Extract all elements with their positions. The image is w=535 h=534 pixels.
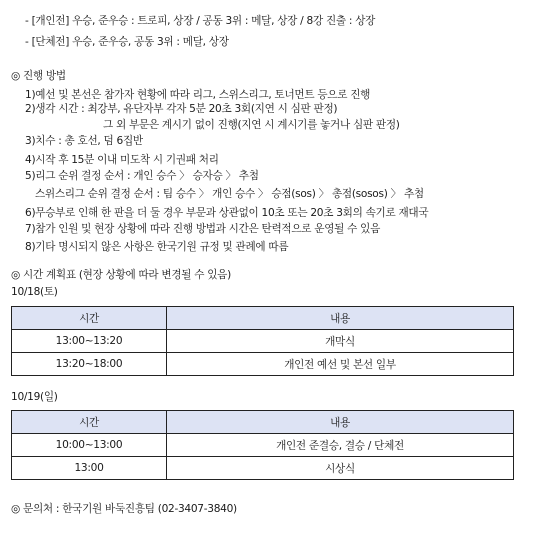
table-header-row	[12, 411, 514, 434]
award-line-team: - [단체전] 우승, 준우승, 공동 3위 : 메달, 상장	[25, 36, 229, 48]
method-item-4: 4)시작 후 15분 이내 미도착 시 기권패 처리	[25, 154, 219, 166]
method-item-5: 5)리그 순위 결정 순서 : 개인 승수 〉 승자승 〉 추첨	[25, 170, 259, 182]
table-row	[12, 330, 514, 353]
method-item-2: 2)생각 시간 : 최강부, 유단자부 각자 5분 20초 3회(지연 시 심판 판정)	[25, 103, 338, 115]
award-line-individual: - [개인전] 우승, 준우승 : 트로피, 상장 / 공동 3위 : 메달, 상장 / 8강 진출 : 상장	[25, 15, 376, 27]
table-cell-content: 개막식	[167, 330, 514, 353]
method-item-3: 3)치수 : 총 호선, 덤 6집반	[25, 135, 143, 147]
table-cell-content: 개인전 예선 및 본선 일부	[167, 353, 514, 376]
table-header-row	[12, 307, 514, 330]
schedule-date-day2: 10/19(일)	[11, 391, 58, 403]
table-cell-time: 13:00	[12, 457, 167, 480]
method-item-7: 7)참가 인원 및 현장 상황에 따라 진행 방법과 시간은 탄력적으로 운영될 수 있음	[25, 223, 381, 235]
table-cell-time: 13:00~13:20	[12, 330, 167, 353]
table-header-time: 시간	[12, 307, 167, 330]
method-item-1: 1)예선 및 본선은 참가자 현황에 따라 리그, 스위스리그, 토너먼트 등으로 진행	[25, 89, 371, 101]
table-cell-time: 13:20~18:00	[12, 353, 167, 376]
table-header-content: 내용	[167, 411, 514, 434]
method-item-2-continued: 그 외 부문은 계시기 없이 진행(지연 시 계시기를 놓거나 심판 판정)	[103, 119, 400, 131]
table-cell-content: 시상식	[167, 457, 514, 480]
table-row	[12, 353, 514, 376]
method-title: ◎ 진행 방법	[11, 70, 66, 82]
schedule-title: ◎ 시간 계획표 (현장 상황에 따라 변경될 수 있음)	[11, 269, 231, 281]
table-row	[12, 434, 514, 457]
schedule-date-day1: 10/18(토)	[11, 286, 58, 298]
table-cell-content: 개인전 준결승, 결승 / 단체전	[167, 434, 514, 457]
method-item-6: 6)무승부로 인해 한 판을 더 둘 경우 부문과 상관없이 10초 또는 20초 3회의 속기로 재대국	[25, 207, 429, 219]
contact-info: ◎ 문의처 : 한국기원 바둑진흥팀 (02-3407-3840)	[11, 503, 237, 515]
table-cell-time: 10:00~13:00	[12, 434, 167, 457]
schedule-table-day2	[11, 410, 514, 480]
table-header-time: 시간	[12, 411, 167, 434]
schedule-table-day1	[11, 306, 514, 376]
method-item-8: 8)기타 명시되지 않은 사항은 한국기원 규정 및 관례에 따름	[25, 241, 289, 253]
table-header-content: 내용	[167, 307, 514, 330]
table-row	[12, 457, 514, 480]
method-item-5-continued: 스위스리그 순위 결정 순서 : 팀 승수 〉 개인 승수 〉 승점(sos) 〉 총점(sosos) 〉 추첨	[35, 188, 424, 200]
